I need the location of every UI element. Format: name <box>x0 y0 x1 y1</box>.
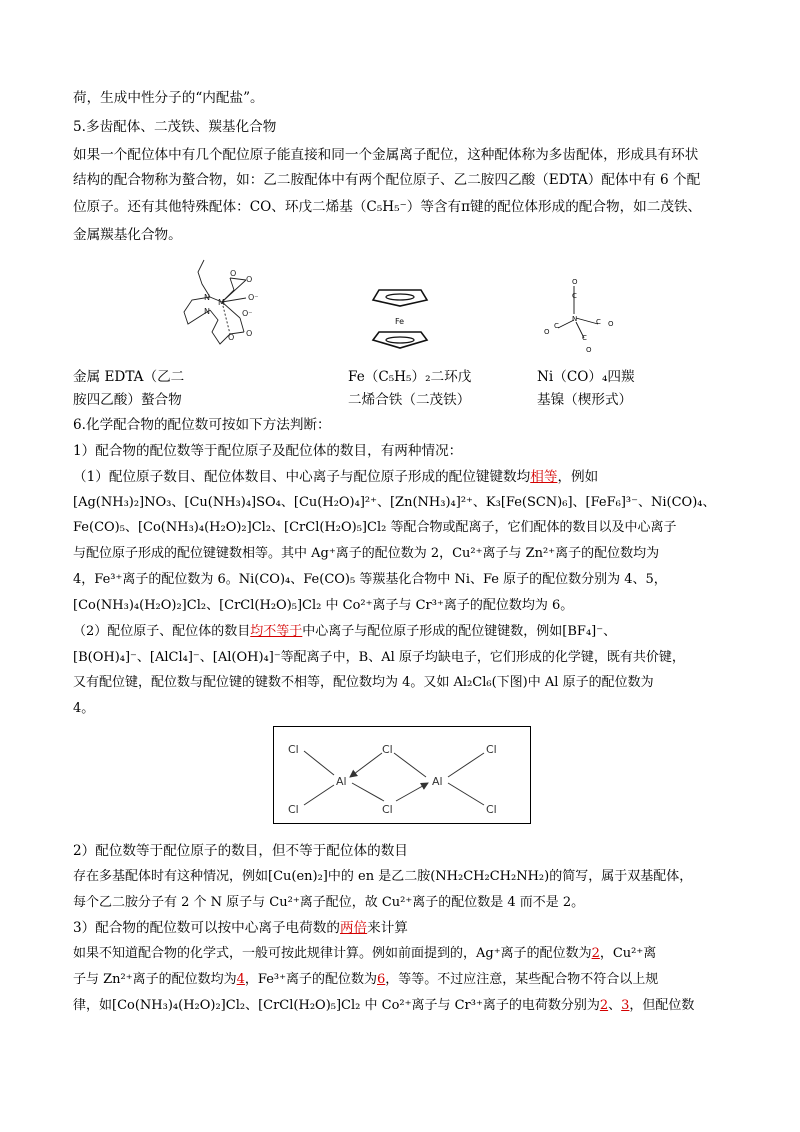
text-segment: 律，如[Co(NH₃)₄(H₂O)₂]Cl₂、[CrCl(H₂O)₅]Cl₂ 中 Co²⁺离子与 Cr³⁺离子的电荷数分别为 <box>73 998 600 1013</box>
chlorine-atom-label: Cl <box>486 743 497 756</box>
text-line <box>73 622 728 642</box>
text-line: [Co(NH₃)₄(H₂O)₂]Cl₂、[CrCl(H₂O)₅]Cl₂ 中 Co²⁺离子与 Cr³⁺离子的配位数均为 6。 <box>73 598 574 613</box>
highlighted-number: 3 <box>621 998 630 1013</box>
edta-metal: M <box>218 298 225 307</box>
edta-caption-line: 胺四乙酸）螯合物 <box>73 392 182 408</box>
text-line: 4，Fe³⁺离子的配位数为 6。Ni(CO)₄、Fe(CO)₅ 等羰基化合物中 Ni、Fe 原子的配位数分别为 4、5， <box>73 572 667 587</box>
nico-caption-line: 基镍（楔形式） <box>537 392 633 408</box>
chlorine-atom-label: Cl <box>288 803 299 816</box>
text-line: 4。 <box>73 701 95 716</box>
nico-atom-c: C <box>596 318 601 326</box>
nico-atom-o: O <box>608 320 614 328</box>
text-segment: ，Cu²⁺离 <box>599 946 657 961</box>
highlighted-term: 相等 <box>530 469 558 485</box>
edta-chelate-structure <box>170 252 280 352</box>
text-segment: ，Fe³⁺离子的配位数为 <box>244 972 377 987</box>
text-line <box>73 467 728 487</box>
section-heading: 6.化学配合物的配位数可按如下方法判断： <box>73 417 331 433</box>
al2cl6-figure <box>273 726 531 824</box>
text-segment: 子与 Zn²⁺离子的配位数均为 <box>73 972 237 987</box>
ferrocene-fe-label: Fe <box>395 317 405 326</box>
section-heading: 5.多齿配体、二茂铁、羰基化合物 <box>73 119 277 135</box>
nico-atom-c: C <box>572 292 577 300</box>
chlorine-atom-label: Cl <box>288 743 299 756</box>
nico-atom-o: O <box>586 346 592 354</box>
edta-atom-o-minus: O⁻ <box>242 309 253 318</box>
text-segment: （2）配位原子、配位体的数目 <box>73 624 251 639</box>
aluminum-atom-label: Al <box>336 775 347 788</box>
chlorine-atom-label: Cl <box>382 743 393 756</box>
edta-atom-o: O <box>228 333 235 342</box>
text-segment: 3）配合物的配位数可以按中心离子电荷数的 <box>73 920 340 936</box>
text-line: 结构的配合物称为螯合物，如：乙二胺配体中有两个配位原子、乙二胺四乙酸（EDTA）配体中有 6 个配 <box>73 172 701 188</box>
highlighted-number: 4 <box>236 972 245 987</box>
edta-atom-n: N <box>204 307 210 316</box>
text-line: 每个乙二胺分子有 2 个 N 原子与 Cu²⁺离子配位，故 Cu²⁺离子的配位数是 4 而不是 2。 <box>73 895 585 910</box>
text-line: 如果一个配位体中有几个配位原子能直接和同一个金属离子配位，这种配体称为多齿配体，形成具有环状 <box>73 147 699 163</box>
ferrocene-caption-line: 二烯合铁（二茂铁） <box>348 392 471 408</box>
highlighted-number: 6 <box>376 972 386 987</box>
nico-atom-c: C <box>554 322 559 330</box>
text-line: 又有配位键，配位数与配位键的键数不相等，配位数均为 4。又如 Al₂Cl₆(下图)中 Al 原子的配位数为 <box>73 675 654 690</box>
edta-atom-o: O <box>230 269 237 278</box>
text-line <box>73 944 728 964</box>
ferrocene-caption-line: Fe（C₅H₅）₂二环戊 <box>348 369 472 385</box>
edta-atom-o: O <box>246 329 253 338</box>
text-line: 与配位原子形成的配位键键数相等。其中 Ag⁺离子的配位数为 2，Cu²⁺离子与 Zn²⁺离子的配位数均为 <box>73 546 660 561</box>
nico-caption-line: Ni（CO）₄四羰 <box>537 369 635 385</box>
section-heading: 2）配位数等于配位原子的数目，但不等于配位体的数目 <box>73 843 408 859</box>
chlorine-atom-label: Cl <box>382 803 393 816</box>
nico-atom-o: O <box>544 328 550 336</box>
text-segment: 来计算 <box>367 920 408 936</box>
highlighted-number: 2 <box>599 998 609 1013</box>
edta-caption-line: 金属 EDTA（乙二 <box>73 369 185 385</box>
nickel-tetracarbonyl-structure <box>538 276 618 358</box>
text-segment: （1）配位原子数目、配位体数目、中心离子与配位原子形成的配位键键数均 <box>73 469 531 485</box>
nico-atom-c: C <box>582 334 587 342</box>
edta-atom-o-minus: O⁻ <box>248 293 259 302</box>
text-segment: ，例如 <box>557 469 599 485</box>
highlighted-term: 均不等于 <box>250 624 303 639</box>
text-segment: 中心离子与配位原子形成的配位键键数，例如[BF₄]⁻、 <box>302 624 617 639</box>
highlighted-term: 两倍 <box>339 920 368 936</box>
text-line <box>73 996 728 1016</box>
text-line: [B(OH)₄]⁻、[AlCl₄]⁻、[Al(OH)₄]⁻等配离子中，B、Al 原子均缺电子，它们形成的化学键，既有共价键， <box>73 650 685 665</box>
text-line: [Ag(NH₃)₂]NO₃、[Cu(NH₃)₄]SO₄、[Cu(H₂O)₄]²⁺、[Zn(NH₃)₄]²⁺、K₃[Fe(SCN)₆]、[FeF₆]³⁻、Ni(CO)₄、 <box>73 495 716 510</box>
text-segment: 如果不知道配合物的化学式，一般可按此规律计算。例如前面提到的，Ag⁺离子的配位数为 <box>73 946 592 961</box>
aluminum-atom-label: Al <box>432 775 443 788</box>
text-segment: ，但配位数 <box>629 998 695 1013</box>
text-line: 1）配合物的配位数等于配位原子及配位体的数目，有两种情况： <box>73 443 463 459</box>
text-line: 位原子。还有其他特殊配体：CO、环戊二烯基（C₅H₅⁻）等含有π键的配位体形成的配合物，如二茂铁、 <box>73 199 702 215</box>
ferrocene-structure <box>365 278 435 358</box>
chlorine-atom-label: Cl <box>486 803 497 816</box>
text-line: 存在多基配体时有这种情况，例如[Cu(en)₂]中的 en 是乙二胺(NH₂CH₂CH₂NH₂)的简写，属于双基配体， <box>73 869 693 884</box>
text-line: 荷，生成中性分子的“内配盐”。 <box>73 90 264 106</box>
nico-atom-ni: N <box>572 315 578 323</box>
text-segment: ，等等。不过应注意，某些配合物不符合以上规 <box>385 972 659 987</box>
text-line: 金属羰基化合物。 <box>73 227 182 243</box>
edta-atom-n: N <box>204 293 210 302</box>
text-line <box>73 970 728 990</box>
highlighted-number: 2 <box>591 946 600 961</box>
text-segment: 、 <box>608 998 622 1013</box>
section-heading <box>73 918 728 938</box>
text-line: Fe(CO)₅、[Co(NH₃)₄(H₂O)₂]Cl₂、[CrCl(H₂O)₅]Cl₂ 等配合物或配离子，它们配体的数目以及中心离子 <box>73 520 677 535</box>
nico-atom-o: O <box>572 278 578 286</box>
edta-atom-o: O <box>246 275 253 284</box>
